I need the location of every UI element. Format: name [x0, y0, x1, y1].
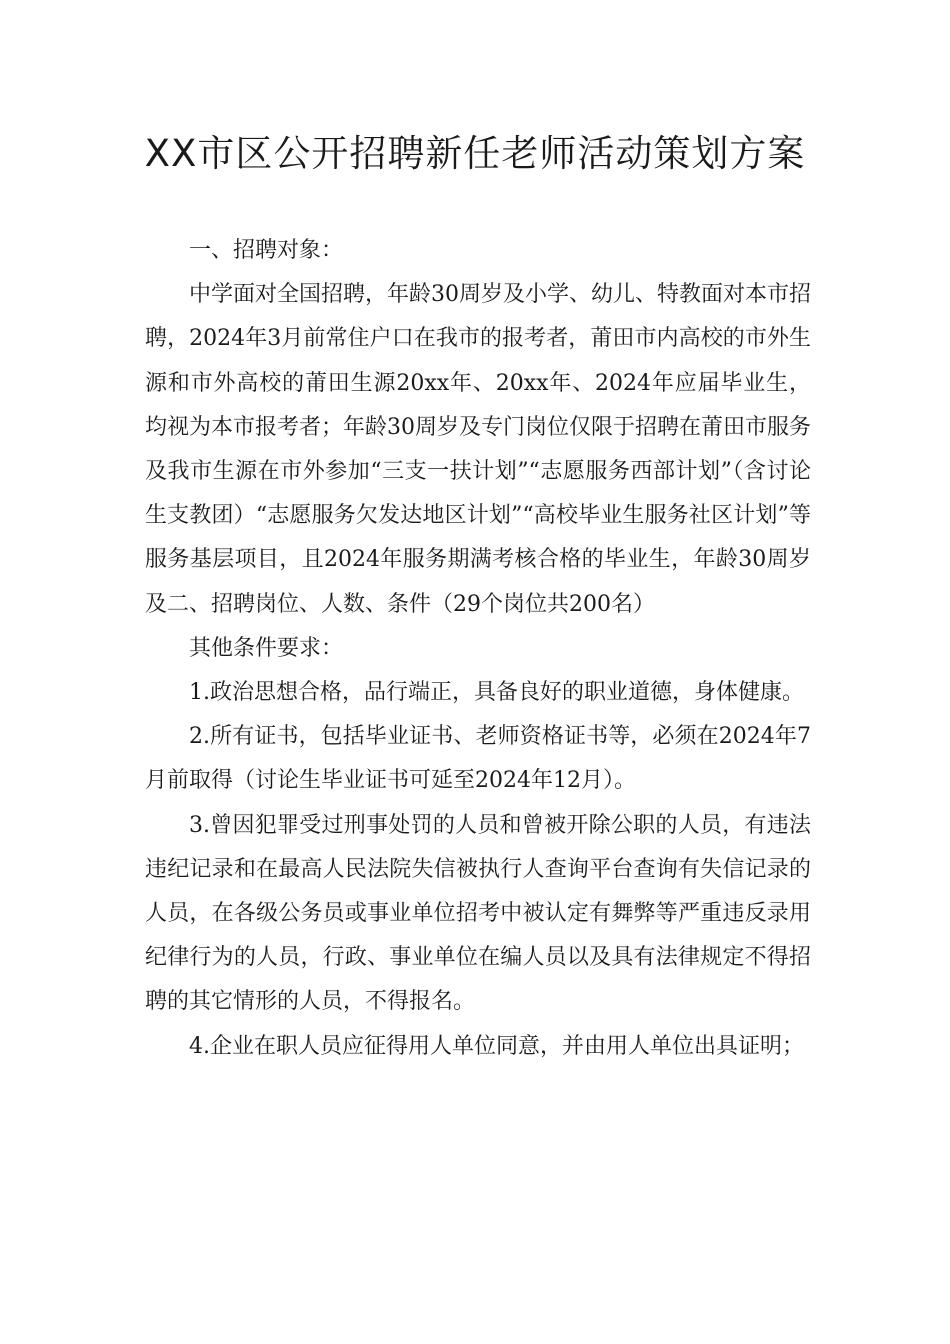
requirement-item-1: 1.政治思想合格，品行端正，具备良好的职业道德，身体健康。: [189, 680, 804, 706]
requirement-item-3: 3.曾因犯罪受过刑事处罚的人员和曾被开除公职的人员，有违法违纪记录和在最高人民法院失信被执行人查询平台查询有失信记录的人员，在各级公务员或事业单位招考中被认定有舞弊等严重违反录用纪律行为的人员，行政、事业单位在编人员以及具有法律规定不得招聘的其它情形的人员，不得报名。: [145, 812, 811, 1015]
requirement-item-2: 2.所有证书，包括毕业证书、老师资格证书等，必须在2024年7月前取得（讨论生毕业证书可延至2024年12月）。: [145, 724, 811, 794]
section-heading-other-requirements: 其他条件要求：: [189, 635, 344, 661]
document-body: [145, 229, 811, 1069]
requirement-item-4: 4.企业在职人员应征得用人单位同意，并由用人单位出具证明；: [189, 1033, 804, 1059]
section-heading-recruitment-targets: 一、招聘对象：: [189, 238, 344, 263]
document-title: XX市区公开招聘新任老师活动策划方案: [144, 132, 806, 175]
paragraph-recruitment-targets: 中学面对全国招聘，年龄30周岁及小学、幼儿、特教面对本市招聘，2024年3月前常住户口在我市的报考者，莆田市内高校的市外生源和市外高校的莆田生源20xx年、20xx年、2024年应届毕业生，均视为本市报考者；年龄30周岁及专门岗位仅限于招聘在莆田市服务及我市生源在市外参加“三支一扶计划”“志愿服务西部计划”（含讨论生支教团）“志愿服务欠发达地区计划”“高校毕业生服务社区计划”等服务基层项目，且2024年服务期满考核合格的毕业生，年龄30周岁及二、招聘岗位、人数、条件（29个岗位共200名）: [145, 282, 812, 617]
